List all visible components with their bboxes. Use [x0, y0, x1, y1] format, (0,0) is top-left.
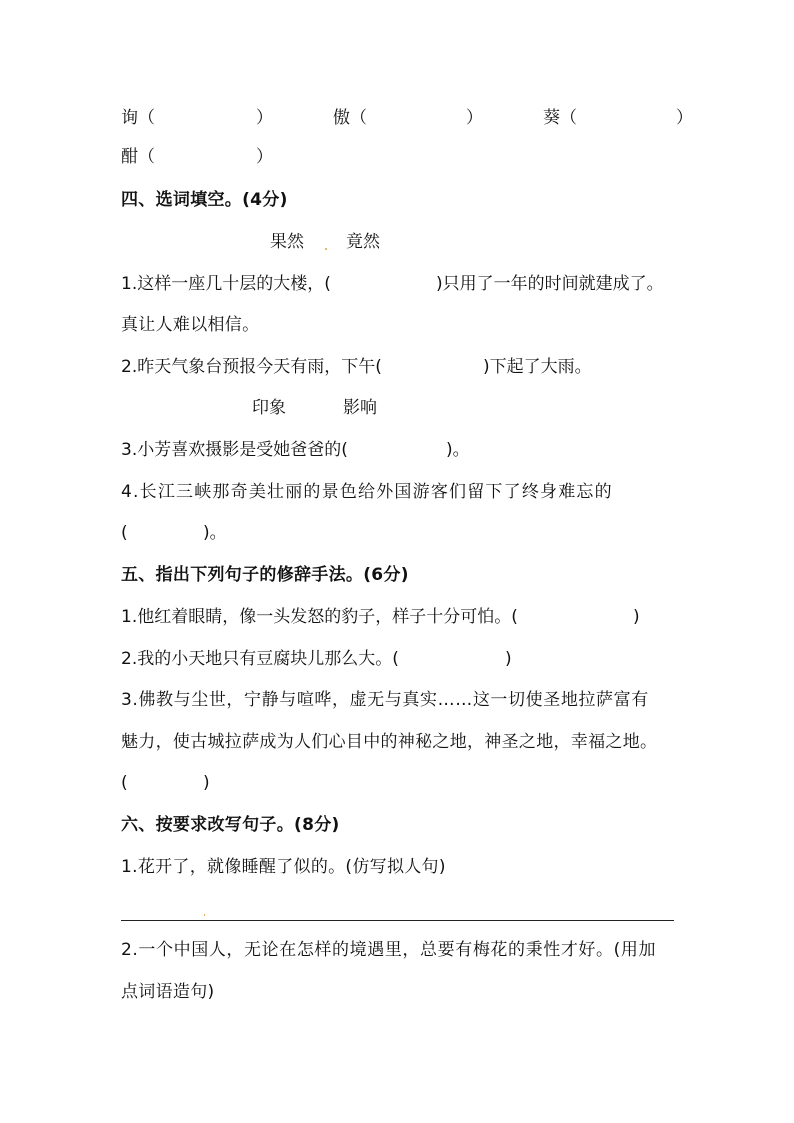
s5-q3-part-a: 3.佛教与尘世，宁静与喧哗，虚无与真实……这一切使圣地拉萨富有 — [121, 690, 649, 710]
s5-q2-part-b: ) — [505, 649, 512, 669]
char-blank-kui-label: 葵（ — [543, 108, 577, 128]
char-blank-ao-close: ） — [466, 108, 483, 128]
s4-q1-part-c: 真让人难以相信。 — [121, 315, 260, 335]
s6-q2-part-a: 2.一个中国人，无论在怎样的境遇里，总要有梅花的秉性才好。(用加 — [121, 940, 657, 960]
s4-q2-part-a: 2.昨天气象台预报今天有雨，下午( — [121, 357, 382, 377]
s5-q2-part-a: 2.我的小天地只有豆腐块儿那么大。( — [121, 649, 399, 669]
section-6-heading: 六、按要求改写句子。(8分) — [121, 815, 340, 835]
answer-line-1 — [121, 920, 674, 921]
word-bank-2-option-b: 影响 — [343, 398, 377, 418]
char-blank-han-close: ） — [256, 147, 273, 167]
s4-q1-part-b: )只用了一年的时间就建成了。 — [436, 274, 664, 294]
s4-q4-part-c: )。 — [203, 523, 227, 543]
char-blank-xun-label: 询（ — [121, 108, 155, 128]
s4-q1-part-a: 1.这样一座几十层的大楼，( — [121, 274, 331, 294]
s6-q1: 1.花开了，就像睡醒了似的。(仿写拟人句) — [121, 857, 446, 877]
s4-q2-part-b: )下起了大雨。 — [483, 357, 592, 377]
s6-q2-part-b: 点词语造句) — [121, 982, 215, 1002]
s5-q3-part-c: ( — [121, 773, 128, 793]
s5-q3-part-b: 魅力，使古城拉萨成为人们心目中的神秘之地，神圣之地，幸福之地。 — [121, 732, 658, 752]
s5-q3-part-d: ) — [203, 773, 210, 793]
s4-q4-part-a: 4.长江三峡那奇美壮丽的景色给外国游客们留下了终身难忘的 — [121, 482, 613, 502]
char-blank-ao-label: 傲（ — [333, 108, 367, 128]
word-bank-2-option-a: 印象 — [252, 398, 286, 418]
word-bank-1-option-b: 竟然 — [346, 232, 380, 252]
s5-q1-part-b: ) — [633, 607, 640, 627]
s4-q3-part-b: )。 — [446, 440, 470, 460]
char-blank-xun-close: ） — [256, 108, 273, 128]
section-5-heading: 五、指出下列句子的修辞手法。(6分) — [121, 565, 409, 585]
char-blank-kui-close: ） — [676, 108, 693, 128]
stray-mark — [325, 248, 327, 250]
s4-q4-part-b: ( — [121, 523, 128, 543]
word-bank-1-option-a: 果然 — [270, 232, 304, 252]
s5-q1-part-a: 1.他红着眼睛，像一头发怒的豹子，样子十分可怕。( — [121, 607, 518, 627]
s4-q3-part-a: 3.小芳喜欢摄影是受她爸爸的( — [121, 440, 348, 460]
char-blank-han-label: 酣（ — [121, 147, 155, 167]
section-4-heading: 四、选词填空。(4分) — [121, 190, 288, 210]
stray-mark-2 — [204, 914, 205, 916]
